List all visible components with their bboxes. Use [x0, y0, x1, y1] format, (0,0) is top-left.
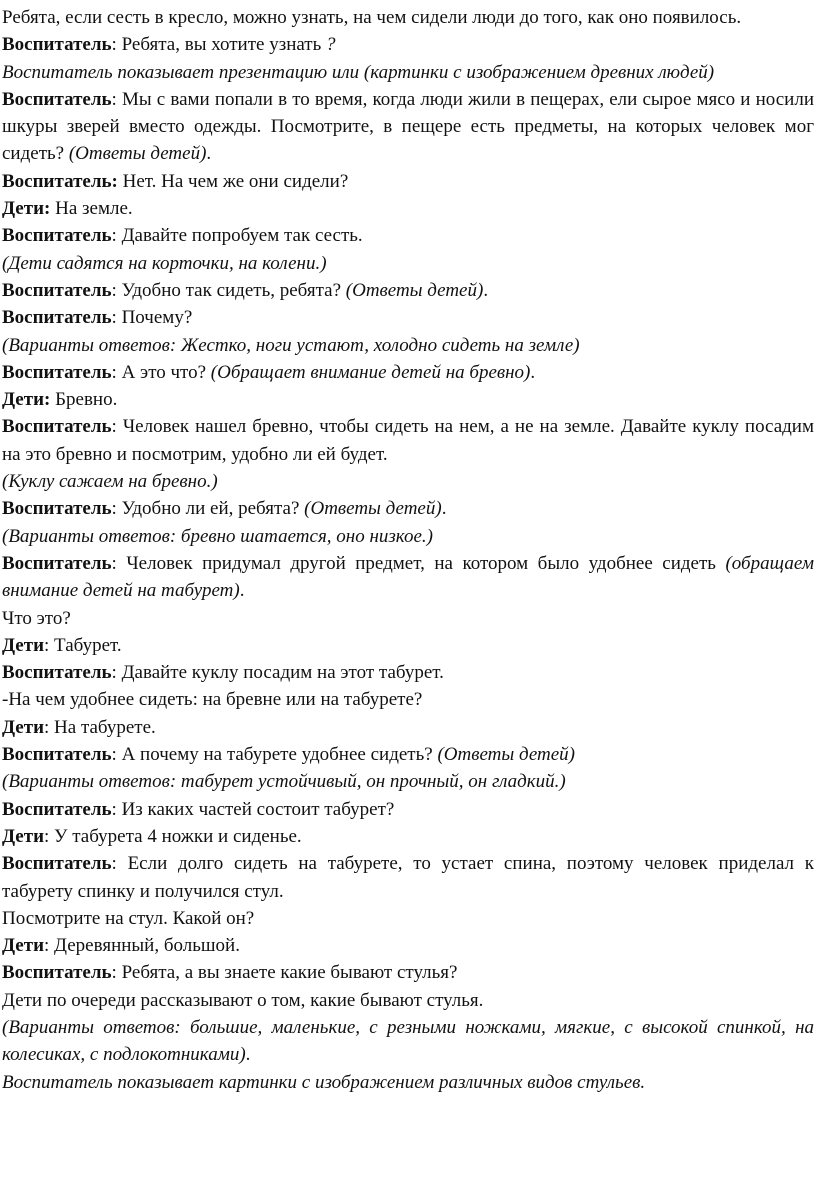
italic-note: (Варианты ответов: Жестко, ноги устают, холодно сидеть на земле) — [2, 334, 580, 356]
text-run: . — [483, 279, 489, 301]
italic-note: (Ответы детей) — [68, 143, 207, 165]
italic-note: (Ответы детей) — [345, 279, 484, 301]
paragraph — [2, 768, 814, 795]
paragraph — [2, 86, 814, 168]
italic-note: (обращаем внимание детей на табурет) — [2, 552, 814, 602]
text-run: -На чем удобнее сидеть: на бревне или на табурете? — [2, 689, 423, 711]
text-run: : Деревянный, большой. — [44, 935, 240, 957]
paragraph — [2, 932, 814, 959]
paragraph — [2, 386, 814, 413]
text-run: . — [441, 498, 447, 520]
text-run: : Давайте попробуем так сесть. — [111, 225, 363, 247]
text-run: : У табурета 4 ножки и сиденье. — [44, 825, 302, 847]
text-run: : А это что? — [111, 361, 211, 383]
paragraph — [2, 4, 814, 31]
paragraph — [2, 905, 814, 932]
text-run: Бревно. — [50, 389, 118, 411]
italic-note: Воспитатель показывает картинки с изображением различных видов стульев. — [2, 1071, 646, 1093]
paragraph — [2, 850, 814, 905]
italic-note: (Обращает внимание детей на бревно) — [210, 361, 531, 383]
paragraph — [2, 59, 814, 86]
text-run: : Человек нашел бревно, чтобы сидеть на нем, а не на земле. Давайте куклу посадим на это бревно и посмотрим, удобно ли ей будет. — [2, 416, 814, 465]
paragraph — [2, 304, 814, 331]
speaker-label: Воспитатель — [2, 416, 112, 438]
speaker-label: Дети — [2, 935, 45, 957]
paragraph — [2, 959, 814, 986]
speaker-label: Воспитатель — [2, 744, 112, 766]
paragraph — [2, 195, 814, 222]
text-run: : А почему на табурете удобнее сидеть? — [111, 744, 438, 766]
text-run: : Давайте куклу посадим на этот табурет. — [111, 662, 444, 684]
text-run: Что это? — [2, 607, 71, 629]
paragraph — [2, 523, 814, 550]
speaker-label: Воспитатель — [2, 498, 112, 520]
paragraph — [2, 632, 814, 659]
paragraph — [2, 413, 814, 468]
paragraph — [2, 332, 814, 359]
text-run: : Ребята, вы хотите узнать — [111, 34, 327, 56]
paragraph — [2, 359, 814, 386]
speaker-label: Воспитатель — [2, 279, 112, 301]
speaker-label: Дети: — [2, 389, 51, 411]
speaker-label: Воспитатель — [2, 88, 112, 110]
speaker-label: Воспитатель — [2, 307, 112, 329]
speaker-label: Воспитатель — [2, 853, 112, 875]
paragraph — [2, 714, 814, 741]
text-run: : Удобно ли ей, ребята? — [111, 498, 305, 520]
speaker-label: Дети: — [2, 198, 51, 220]
text-run: : На табурете. — [44, 716, 156, 738]
speaker-label: Воспитатель — [2, 225, 112, 247]
text-run: : Человек придумал другой предмет, на котором было удобнее сидеть — [111, 552, 726, 574]
speaker-label: Воспитатель — [2, 552, 112, 574]
paragraph — [2, 550, 814, 605]
paragraph — [2, 277, 814, 304]
speaker-label: Воспитатель — [2, 662, 112, 684]
speaker-label: Воспитатель: — [2, 170, 118, 192]
paragraph — [2, 605, 814, 632]
text-run: Дети по очереди рассказывают о том, какие бывают стулья. — [2, 989, 484, 1011]
paragraph — [2, 1069, 814, 1096]
text-run: : Ребята, а вы знаете какие бывают стулья? — [111, 962, 458, 984]
text-run: : Мы с вами попали в то время, когда люди жили в пещерах, ели сырое мясо и носили шкуры зверей вместо одежды. Посмотрите, в пещере есть предметы, на которых человек мог сидеть? — [2, 88, 814, 165]
paragraph — [2, 686, 814, 713]
paragraph — [2, 31, 814, 58]
text-run: : Если долго сидеть на табурете, то устает спина, поэтому человек приделал к табурету спинку и получился стул. — [2, 853, 814, 902]
italic-note: (Варианты ответов: большие, маленькие, с резными ножками, мягкие, с высокой спинкой, на колесиках, с подлокотниками) — [2, 1016, 814, 1066]
text-run: . — [206, 143, 212, 165]
text-run: . — [239, 580, 245, 602]
text-run: : Из каких частей состоит табурет? — [111, 798, 395, 820]
paragraph — [2, 823, 814, 850]
italic-note: Воспитатель показывает презентацию или (картинки с изображением древних людей) — [2, 61, 715, 83]
paragraph — [2, 222, 814, 249]
paragraph — [2, 659, 814, 686]
speaker-label: Воспитатель — [2, 798, 112, 820]
speaker-label: Дети — [2, 716, 45, 738]
text-run: : Табурет. — [44, 634, 122, 656]
paragraph — [2, 741, 814, 768]
speaker-label: Дети — [2, 825, 45, 847]
paragraph — [2, 250, 814, 277]
paragraph — [2, 468, 814, 495]
italic-note: (Варианты ответов: табурет устойчивый, он прочный, он гладкий.) — [2, 771, 566, 793]
text-run: На земле. — [50, 198, 133, 220]
italic-note: (Ответы детей) — [437, 744, 575, 766]
text-run: : Удобно так сидеть, ребята? — [111, 279, 346, 301]
italic-note: ? — [326, 34, 336, 56]
text-run: . — [245, 1044, 251, 1066]
text-run: : Почему? — [111, 307, 193, 329]
paragraph — [2, 987, 814, 1014]
paragraph — [2, 168, 814, 195]
paragraph — [2, 796, 814, 823]
speaker-label: Воспитатель — [2, 34, 112, 56]
text-run: Ребята, если сесть в кресло, можно узнать, на чем сидели люди до того, как оно появилось. — [2, 7, 742, 28]
italic-note: (Куклу сажаем на бревно.) — [2, 471, 218, 493]
paragraph — [2, 495, 814, 522]
italic-note: (Дети садятся на корточки, на колени.) — [2, 252, 327, 274]
text-run: Нет. На чем же они сидели? — [117, 170, 349, 192]
italic-note: (Ответы детей) — [304, 498, 442, 520]
text-run: Посмотрите на стул. Какой он? — [2, 907, 255, 929]
speaker-label: Воспитатель — [2, 361, 112, 383]
italic-note: (Варианты ответов: бревно шатается, оно низкое.) — [2, 525, 433, 547]
paragraph — [2, 1014, 814, 1069]
text-run: . — [530, 361, 536, 383]
speaker-label: Дети — [2, 634, 45, 656]
speaker-label: Воспитатель — [2, 962, 112, 984]
